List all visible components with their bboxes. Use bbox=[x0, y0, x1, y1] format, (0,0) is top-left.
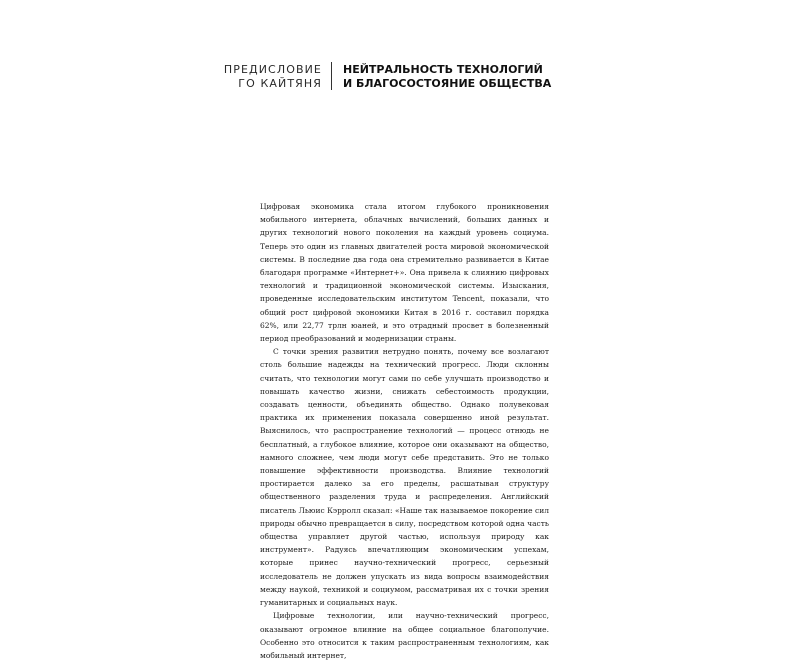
paragraph: С точки зрения развития нетрудно понять, почему все возлагают столь большие надежды на технический прогресс. Люди склонны считать, что технологии могут сами по себе улучшать производство и повышать качество жизни, снижать себестоимость продукции, создавать ценности, объединять общество. Однако полувековая практика их применения показала совершенно иной результат. Выяснилось, что распространение технологий — процесс отнюдь не бесплатный, а глубокое влияние, которое они оказывают на общество, намного сложнее, чем люди могут себе представить. Это не только повышение эффективности производства. Влияние технологий простирается далеко за его пределы, расшатывая структуру общественного разделения труда и распределения. Английский писатель Льюис Кэрролл сказал: «Наше так называемое покорение сил природы обычно превращается в силу, посредством которой одна часть общества управляет другой частью, используя природу как инструмент». Радуясь впечатляющим экономическим успехам, которые принес научно-технический прогресс, серьезный исследователь не должен упускать из вида вопросы взаимодействия между наукой, техникой и социумом, рассматривая их с точки зрения гуманитарных и социальных наук. bbox=[260, 347, 549, 608]
paragraph: Цифровые технологии, или научно-технический прогресс, оказывают огромное влияние на общее социальное благополучие. Особенно это относится к таким распространенным технологиям, как мобильный интернет, bbox=[260, 611, 549, 660]
section-label bbox=[224, 63, 322, 91]
chapter-title-line-2: И БЛАГОСОСТОЯНИЕ ОБЩЕСТВА bbox=[343, 77, 552, 90]
paragraph: Цифровая экономика стала итогом глубокого проникновения мобильного интернета, облачных вычислений, больших данных и других технологий нового поколения на каждый уровень социума. Теперь это один из главных двигателей роста мировой экономической системы. В последние два года она стремительно развивается в Китае благодаря программе «Интернет+». Она привела к слиянию цифровых технологий и традиционной экономической системы. Изыскания, проведенные исследовательским институтом Tencent, показали, что общий рост цифровой экономики Китая в 2016 г. составил порядка 62%, или 22,77 трлн юаней, и это отрадный просвет в болезненный период преобразований и модернизации страны. bbox=[260, 202, 549, 344]
section-label-line-2: ГО КАЙТЯНЯ bbox=[238, 77, 322, 90]
section-label-line-1: ПРЕДИСЛОВИЕ bbox=[223, 63, 322, 76]
body-text bbox=[260, 200, 549, 662]
chapter-title-line-1: НЕЙТРАЛЬНОСТЬ ТЕХНОЛОГИЙ bbox=[343, 63, 543, 76]
header-divider bbox=[331, 62, 332, 90]
chapter-title bbox=[343, 63, 551, 91]
